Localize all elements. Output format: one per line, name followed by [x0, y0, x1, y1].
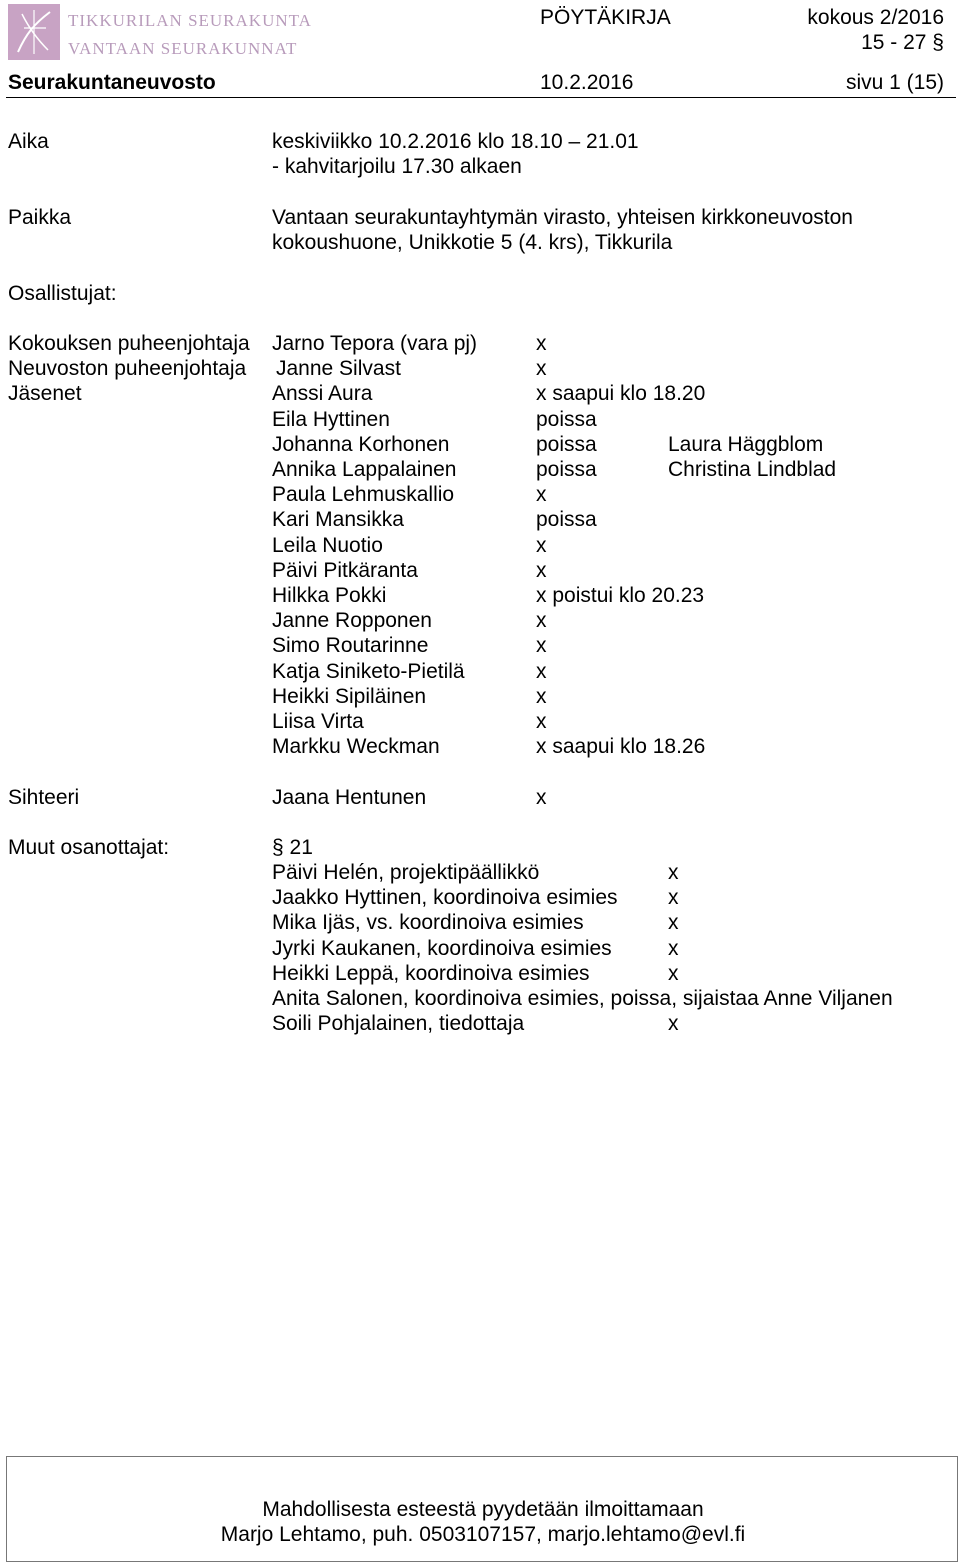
participant-status: x [536, 559, 547, 582]
participant-name: Markku Weckman [272, 735, 440, 758]
participant-status: x [536, 534, 547, 557]
other-participant-status: x [668, 861, 679, 884]
participant-status: poissa [536, 433, 597, 456]
participant-status: x [536, 609, 547, 632]
other-participant: Päivi Helén, projektipäällikkö [272, 861, 540, 884]
secretary-name: Jaana Hentunen [272, 786, 427, 809]
participant-status: x poistui klo 20.23 [536, 584, 705, 607]
participant-status: x [536, 332, 547, 355]
participant-status: x [536, 357, 547, 380]
other-participant-status: x [668, 1012, 679, 1035]
place-value-line2: kokoushuone, Unikkotie 5 (4. krs), Tikkurila [272, 231, 673, 254]
doc-type: PÖYTÄKIRJA [540, 6, 671, 29]
body-name: Seurakuntaneuvosto [8, 71, 216, 94]
org-name-line1: TIKKURILAN SEURAKUNTA [68, 11, 312, 30]
participant-role: Kokouksen puheenjohtaja [8, 332, 250, 355]
participant-name: Annika Lappalainen [272, 458, 457, 481]
sections-range: 15 - 27 § [861, 31, 944, 54]
other-participant-status: x [668, 911, 679, 934]
participant-status: x [536, 634, 547, 657]
participant-status: poissa [536, 458, 597, 481]
other-participant-status: x [668, 962, 679, 985]
participant-status: poissa [536, 508, 597, 531]
other-participant: Heikki Leppä, koordinoiva esimies [272, 962, 590, 985]
time-value-line1: keskiviikko 10.2.2016 klo 18.10 – 21.01 [272, 130, 639, 153]
participant-substitute: Christina Lindblad [668, 458, 837, 481]
participant-name: Paula Lehmuskallio [272, 483, 455, 506]
secretary-status: x [536, 786, 547, 809]
meeting-number: kokous 2/2016 [807, 6, 944, 29]
participant-status: x saapui klo 18.26 [536, 735, 706, 758]
other-participant: Jyrki Kaukanen, koordinoiva esimies [272, 937, 612, 960]
participant-name: Anssi Aura [272, 382, 373, 405]
participant-role: Jäsenet [8, 382, 82, 405]
participant-status: x saapui klo 18.20 [536, 382, 706, 405]
secretary-label: Sihteeri [8, 786, 80, 809]
participant-name: Janne Ropponen [272, 609, 432, 632]
other-participant: Soili Pohjalainen, tiedottaja [272, 1012, 525, 1035]
other-participant: Anita Salonen, koordinoiva esimies, poissa, sijaistaa Anne Viljanen [272, 987, 893, 1010]
participant-name: Johanna Korhonen [272, 433, 450, 456]
participant-name: Leila Nuotio [272, 534, 383, 557]
participant-name: Päivi Pitkäranta [272, 559, 418, 582]
other-participant-status: x [668, 886, 679, 909]
participant-role: Neuvoston puheenjohtaja [8, 357, 247, 380]
others-label: Muut osanottajat: [8, 836, 170, 859]
participant-name: Hilkka Pokki [272, 584, 387, 607]
place-label: Paikka [8, 206, 72, 229]
footer-box [6, 1456, 958, 1562]
footer-line2: Marjo Lehtamo, puh. 0503107157, marjo.lehtamo@evl.fi [220, 1523, 746, 1546]
participant-name: Jarno Tepora (vara pj) [272, 332, 478, 355]
participant-name: Simo Routarinne [272, 634, 429, 657]
participant-status: x [536, 660, 547, 683]
other-participant: Mika Ijäs, vs. koordinoiva esimies [272, 911, 584, 934]
org-name-line2: VANTAAN SEURAKUNNAT [68, 39, 298, 58]
other-participant: Jaakko Hyttinen, koordinoiva esimies [272, 886, 618, 909]
time-label: Aika [8, 130, 49, 153]
participant-name: Janne Silvast [276, 357, 401, 380]
meeting-date: 10.2.2016 [540, 71, 634, 94]
others-section-ref: § 21 [272, 836, 313, 859]
church-logo-icon [8, 4, 60, 60]
participant-name: Kari Mansikka [272, 508, 404, 531]
participant-status: x [536, 685, 547, 708]
participant-name: Liisa Virta [272, 710, 364, 733]
participant-substitute: Laura Häggblom [668, 433, 824, 456]
other-participant-status: x [668, 937, 679, 960]
participants-label: Osallistujat: [8, 282, 117, 305]
page-number: sivu 1 (15) [845, 71, 944, 94]
place-value-line1: Vantaan seurakuntayhtymän virasto, yhteisen kirkkoneuvoston [272, 206, 853, 229]
participant-name: Eila Hyttinen [272, 408, 390, 431]
participant-name: Heikki Sipiläinen [272, 685, 427, 708]
footer-line1: Mahdollisesta esteestä pyydetään ilmoittamaan [262, 1498, 704, 1521]
time-value-line2: - kahvitarjoilu 17.30 alkaen [272, 155, 522, 178]
participant-name: Katja Siniketo-Pietilä [272, 660, 465, 683]
participant-status: x [536, 710, 547, 733]
participant-status: poissa [536, 408, 597, 431]
participant-status: x [536, 483, 547, 506]
header-divider [6, 97, 956, 98]
